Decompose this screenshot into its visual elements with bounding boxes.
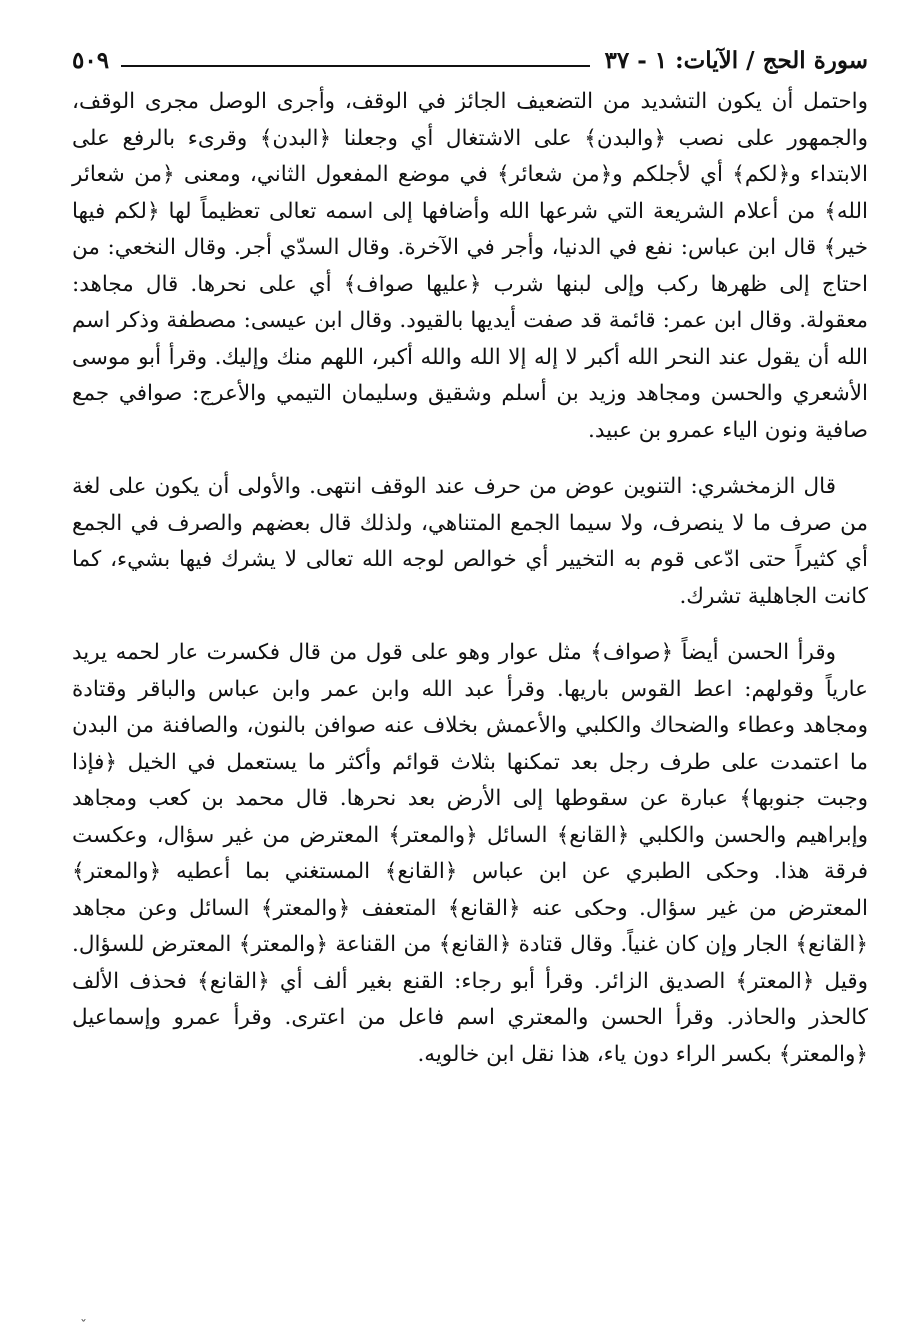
scan-speck: ˇ <box>80 1318 87 1334</box>
running-header <box>72 38 868 82</box>
chapter-title: سورة الحج / الآيات: ١ - ٣٧ <box>604 46 868 74</box>
page-number: ٥٠٩ <box>72 46 110 74</box>
book-page <box>72 38 868 1308</box>
paragraph-3: وقرأ الحسن أيضاً ﴿صواف﴾ مثل عوار وهو على قول من قال فكسرت عار لحمه يريد عارياً وقولهم: اعط القوس باريها. وقرأ عبد الله وابن عمر وابن عباس والباقر وقتادة ومجاهد وعطاء والضحاك والكلبي والأعمش بخلاف عنه صوافن بالنون، والصافنة من البدن ما اعتمدت على طرف رجل بعد تمكنها بثلاث قوائم وأكثر ما يستعمل في الخيل ﴿فإذا وجبت جنوبها﴾ عبارة عن سقوطها إلى الأرض بعد نحرها. قال محمد بن كعب ومجاهد وإبراهيم والحسن والكلبي ﴿القانع﴾ السائل ﴿والمعتر﴾ المعترض من غير سؤال، وعكست فرقة هذا. وحكى الطبري عن ابن عباس ﴿القانع﴾ المستغني بما أعطيه ﴿والمعتر﴾ المعترض من غير سؤال. وحكى عنه ﴿القانع﴾ المتعفف ﴿والمعتر﴾ السائل وعن مجاهد ﴿القانع﴾ الجار وإن كان غنياً. وقال قتادة ﴿القانع﴾ من القناعة ﴿والمعتر﴾ المعترض للسؤال. وقيل ﴿المعتر﴾ الصديق الزائر. وقرأ أبو رجاء: القنع بغير ألف أي ﴿القانع﴾ فحذف الألف كالحذر والحاذر. وقرأ الحسن والمعتري اسم فاعل من اعترى. وقرأ عمرو وإسماعيل ﴿والمعتر﴾ بكسر الراء دون ياء، هذا نقل ابن خالويه. <box>72 640 868 1067</box>
paragraph-1: واحتمل أن يكون التشديد من التضعيف الجائز في الوقف، وأجرى الوصل مجرى الوقف، والجمهور على نصب ﴿والبدن﴾ على الاشتغال أي وجعلنا ﴿البدن﴾ وقرىء بالرفع على الابتداء و﴿لكم﴾ أي لأجلكم و﴿من شعائر﴾ في موضع المفعول الثاني، ومعنى ﴿من شعائر الله﴾ من أعلام الشريعة التي شرعها الله وأضافها إلى اسمه تعالى تعظيماً لها ﴿لكم فيها خير﴾ قال ابن عباس: نفع في الدنيا، وأجر في الآخرة. وقال السدّي أجر. وقال النخعي: من احتاج إلى ظهرها ركب وإلى لبنها شرب ﴿عليها صواف﴾ أي على نحرها. قال مجاهد: معقولة. وقال ابن عمر: قائمة قد صفت أيديها بالقيود. وقال ابن عيسى: مصطفة وذكر اسم الله أن يقول عند النحر الله أكبر لا إله إلا الله والله أكبر، اللهم منك وإليك. وقرأ أبو موسى الأشعري والحسن ومجاهد وزيد بن أسلم وشقيق وسليمان التيمي والأعرج: صوافي جمع صافية ونون الياء عمرو بن عبيد. <box>72 89 868 443</box>
header-rule <box>121 65 590 67</box>
paragraph-2: قال الزمخشري: التنوين عوض من حرف عند الوقف انتهى. والأولى أن يكون على لغة من صرف ما لا ينصرف، ولا سيما الجمع المتناهي، ولذلك قال بعضهم والصرف في الجمع أي كثيراً حتى ادّعى قوم به التخيير أي خوالص لوجه الله تعالى لا يشرك فيها بشيء، كما كانت الجاهلية تشرك. <box>72 474 868 609</box>
